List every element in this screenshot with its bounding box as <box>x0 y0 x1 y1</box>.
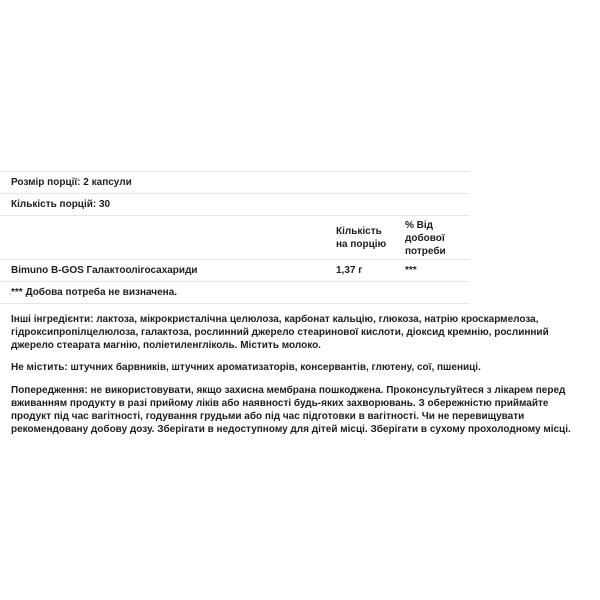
ingredient-daily-value: *** <box>394 260 470 282</box>
footnote-row <box>0 282 470 304</box>
ingredient-name: Bimuno B-GOS Галактоолігосахариди <box>0 260 325 282</box>
ingredient-amount: 1,37 г <box>325 260 394 282</box>
warning: Попередження: не використовувати, якщо захисна мембрана пошкоджена. Проконсультуйтеся з лікарем перед вживанням продукту в разі прийому ліків або наявності будь-яких захворювань. З обережністю приймайте продукт під час вагітності, годування грудьми або під час підготовки в вагітності. Чи не перевищувати рекомендовану добову дозу. Зберігати в недоступному для дітей місці. Зберігати в сухому прохолодному місці. <box>11 385 571 435</box>
serving-size-row <box>0 172 470 194</box>
serving-size: Розмір порції: 2 капсули <box>0 172 470 194</box>
free-from: Не містить: штучних барвників, штучних ароматизаторів, консервантів, глютену, сої, пшениці. <box>11 362 481 373</box>
header-daily-value: % Від добової потреби <box>394 216 470 260</box>
servings-count-row <box>0 194 470 216</box>
table-header-row <box>0 216 470 260</box>
supplement-facts-table <box>0 171 470 304</box>
table-row <box>0 260 470 282</box>
servings-count: Кількість порцій: 30 <box>0 194 470 216</box>
supplement-facts <box>0 171 600 436</box>
daily-value-footnote: *** Добова потреба не визначена. <box>0 282 470 304</box>
other-ingredients: Інші інгредієнти: лактоза, мікрокристалічна целюлоза, карбонат кальцію, глюкоза, натрію кроскармелоза, гідроксипропілцелюлоза, галактоза, рослинний джерело стеаринової кислоти, діоксид кремнію, рослинний джерело стеарата магнію, поліетиленгліколь. Містить молоко. <box>11 314 549 351</box>
header-name <box>0 216 325 260</box>
header-amount: Кількість на порцію <box>325 216 394 260</box>
